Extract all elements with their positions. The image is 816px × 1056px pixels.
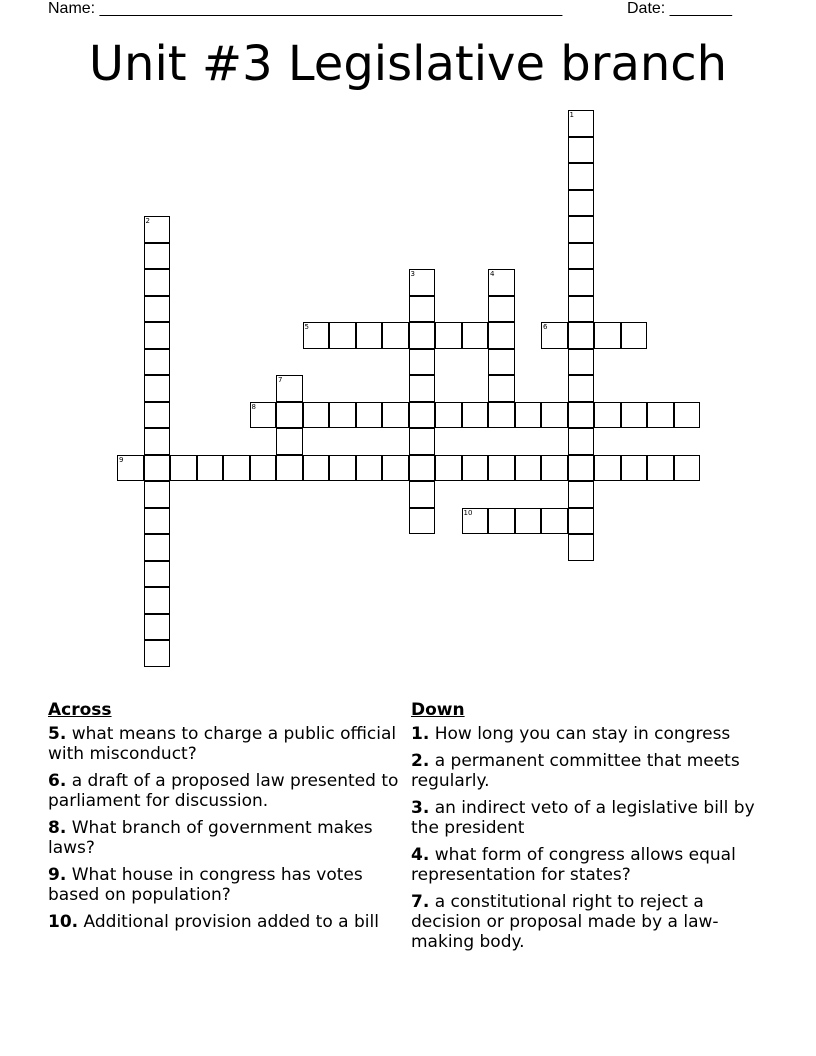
clue-text: a permanent committee that meets regularly. (411, 751, 740, 791)
crossword-cell[interactable] (568, 375, 595, 402)
crossword-cell[interactable] (144, 534, 171, 561)
crossword-cell[interactable] (488, 269, 515, 296)
clue-number: 4. (411, 845, 430, 865)
crossword-cell[interactable] (541, 455, 568, 482)
crossword-cell[interactable] (435, 402, 462, 429)
crossword-cell[interactable] (409, 428, 436, 455)
across-clue-5 (48, 724, 408, 764)
clue-text: Additional provision added to a bill (83, 912, 379, 932)
across-clues (48, 700, 408, 939)
crossword-cell[interactable] (144, 402, 171, 429)
crossword-cell[interactable] (144, 614, 171, 641)
crossword-cell[interactable] (568, 216, 595, 243)
crossword-cell[interactable] (250, 402, 277, 429)
crossword-cell[interactable] (329, 402, 356, 429)
crossword-cell[interactable] (488, 322, 515, 349)
clue-number: 7. (411, 892, 430, 912)
clue-text: a draft of a proposed law presented to parliament for discussion. (48, 771, 399, 811)
crossword-cell[interactable] (144, 375, 171, 402)
crossword-cell[interactable] (647, 402, 674, 429)
clue-text: What branch of government makes laws? (48, 818, 373, 858)
crossword-cell[interactable] (409, 296, 436, 323)
crossword-cell[interactable] (409, 375, 436, 402)
crossword-cell[interactable] (488, 296, 515, 323)
date-field-label: Date: _______ (627, 0, 732, 17)
crossword-cell[interactable] (382, 322, 409, 349)
crossword-cell[interactable] (303, 402, 330, 429)
crossword-cell[interactable] (409, 322, 436, 349)
crossword-cell[interactable] (276, 428, 303, 455)
across-clue-6 (48, 771, 408, 811)
cell-number: 10 (463, 508, 473, 517)
crossword-cell[interactable] (568, 428, 595, 455)
crossword-cell[interactable] (144, 243, 171, 270)
down-clue-7 (411, 892, 771, 952)
crossword-cell[interactable] (568, 190, 595, 217)
clue-number: 5. (48, 724, 67, 744)
crossword-cell[interactable] (674, 402, 701, 429)
crossword-cell[interactable] (303, 322, 330, 349)
clue-text: a constitutional right to reject a decision or proposal made by a law-making body. (411, 892, 719, 952)
crossword-cell[interactable] (144, 322, 171, 349)
crossword-cell[interactable] (276, 455, 303, 482)
crossword-cell[interactable] (276, 375, 303, 402)
crossword-cell[interactable] (568, 296, 595, 323)
crossword-cell[interactable] (462, 402, 489, 429)
crossword-cell[interactable] (144, 269, 171, 296)
down-heading: Down (411, 700, 465, 720)
crossword-cell[interactable] (435, 455, 462, 482)
crossword-cell[interactable] (568, 110, 595, 137)
cell-number: 7 (278, 376, 283, 384)
crossword-cell[interactable] (515, 402, 542, 429)
crossword-cell[interactable] (382, 455, 409, 482)
clue-text: How long you can stay in congress (434, 724, 731, 744)
clue-number: 6. (48, 771, 67, 791)
cell-number: 8 (251, 402, 256, 411)
crossword-cell[interactable] (488, 455, 515, 482)
cell-number: 9 (119, 455, 124, 464)
crossword-cell[interactable] (356, 455, 383, 482)
crossword-cell[interactable] (409, 481, 436, 508)
down-clue-1 (411, 724, 771, 744)
crossword-cell[interactable] (568, 534, 595, 561)
crossword-cell[interactable] (144, 349, 171, 376)
crossword-cell[interactable] (144, 428, 171, 455)
crossword-cell[interactable] (462, 455, 489, 482)
crossword-cell[interactable] (303, 455, 330, 482)
crossword-cell[interactable] (488, 375, 515, 402)
crossword-cell[interactable] (568, 481, 595, 508)
cell-number: 6 (543, 323, 548, 331)
crossword-cell[interactable] (409, 349, 436, 376)
crossword-cell[interactable] (409, 508, 436, 535)
crossword-cell[interactable] (541, 322, 568, 349)
crossword-cell[interactable] (462, 508, 489, 535)
crossword-cell[interactable] (674, 455, 701, 482)
crossword-cell[interactable] (329, 455, 356, 482)
crossword-cell[interactable] (568, 322, 595, 349)
crossword-cell[interactable] (409, 402, 436, 429)
crossword-cell[interactable] (144, 587, 171, 614)
crossword-cell[interactable] (356, 322, 383, 349)
crossword-cell[interactable] (621, 322, 648, 349)
crossword-cell[interactable] (409, 455, 436, 482)
crossword-cell[interactable] (647, 455, 674, 482)
crossword-cell[interactable] (621, 402, 648, 429)
clue-number: 1. (411, 724, 430, 744)
clue-number: 10. (48, 912, 79, 932)
crossword-cell[interactable] (594, 402, 621, 429)
crossword-cell[interactable] (356, 402, 383, 429)
crossword-cell[interactable] (515, 455, 542, 482)
crossword-cell[interactable] (117, 455, 144, 482)
crossword-cell[interactable] (382, 402, 409, 429)
crossword-cell[interactable] (409, 269, 436, 296)
down-clues (411, 700, 771, 959)
crossword-cell[interactable] (541, 402, 568, 429)
crossword-cell[interactable] (144, 561, 171, 588)
cell-number: 2 (145, 217, 150, 225)
across-clue-8 (48, 818, 408, 858)
crossword-cell[interactable] (329, 322, 356, 349)
crossword-cell[interactable] (488, 402, 515, 429)
down-clue-2 (411, 751, 771, 791)
crossword-cell[interactable] (144, 481, 171, 508)
crossword-cell[interactable] (594, 322, 621, 349)
crossword-cell[interactable] (568, 137, 595, 164)
crossword-cell[interactable] (568, 349, 595, 376)
crossword-cell[interactable] (568, 243, 595, 270)
crossword-cell[interactable] (144, 508, 171, 535)
crossword-cell[interactable] (568, 455, 595, 482)
crossword-cell[interactable] (568, 163, 595, 190)
crossword-cell[interactable] (223, 455, 250, 482)
crossword-cell[interactable] (144, 455, 171, 482)
clue-text: an indirect veto of a legislative bill by the president (411, 798, 755, 838)
clue-number: 3. (411, 798, 430, 818)
crossword-cell[interactable] (435, 322, 462, 349)
across-clue-10 (48, 912, 408, 932)
clue-text: What house in congress has votes based on population? (48, 865, 363, 905)
cell-number: 4 (490, 270, 495, 278)
crossword-cell[interactable] (462, 322, 489, 349)
across-clue-9 (48, 865, 408, 905)
clue-text: what means to charge a public official with misconduct? (48, 724, 397, 764)
crossword-cell[interactable] (568, 402, 595, 429)
crossword-cell[interactable] (197, 455, 224, 482)
crossword-cell[interactable] (276, 402, 303, 429)
cell-number: 3 (410, 270, 415, 278)
crossword-cell[interactable] (621, 455, 648, 482)
clue-number: 8. (48, 818, 67, 838)
clue-number: 9. (48, 865, 67, 885)
crossword-cell[interactable] (170, 455, 197, 482)
crossword-cell[interactable] (568, 508, 595, 535)
crossword-cell[interactable] (515, 508, 542, 535)
crossword-cell[interactable] (488, 508, 515, 535)
crossword-cell[interactable] (144, 216, 171, 243)
crossword-cell[interactable] (541, 508, 568, 535)
clue-number: 2. (411, 751, 430, 771)
across-heading: Across (48, 700, 112, 720)
crossword-cell[interactable] (568, 269, 595, 296)
cell-number: 5 (304, 323, 309, 331)
clue-text: what form of congress allows equal representation for states? (411, 845, 736, 885)
page-title: Unit #3 Legislative branch (88, 36, 728, 92)
crossword-cell[interactable] (144, 640, 171, 667)
crossword-cell[interactable] (250, 455, 277, 482)
cell-number: 1 (569, 111, 574, 119)
crossword-cell[interactable] (594, 455, 621, 482)
down-clue-4 (411, 845, 771, 885)
crossword-cell[interactable] (488, 349, 515, 376)
crossword-cell[interactable] (144, 296, 171, 323)
down-clue-3 (411, 798, 771, 838)
name-field-label: Name: ____________________________________________________ (48, 0, 563, 17)
